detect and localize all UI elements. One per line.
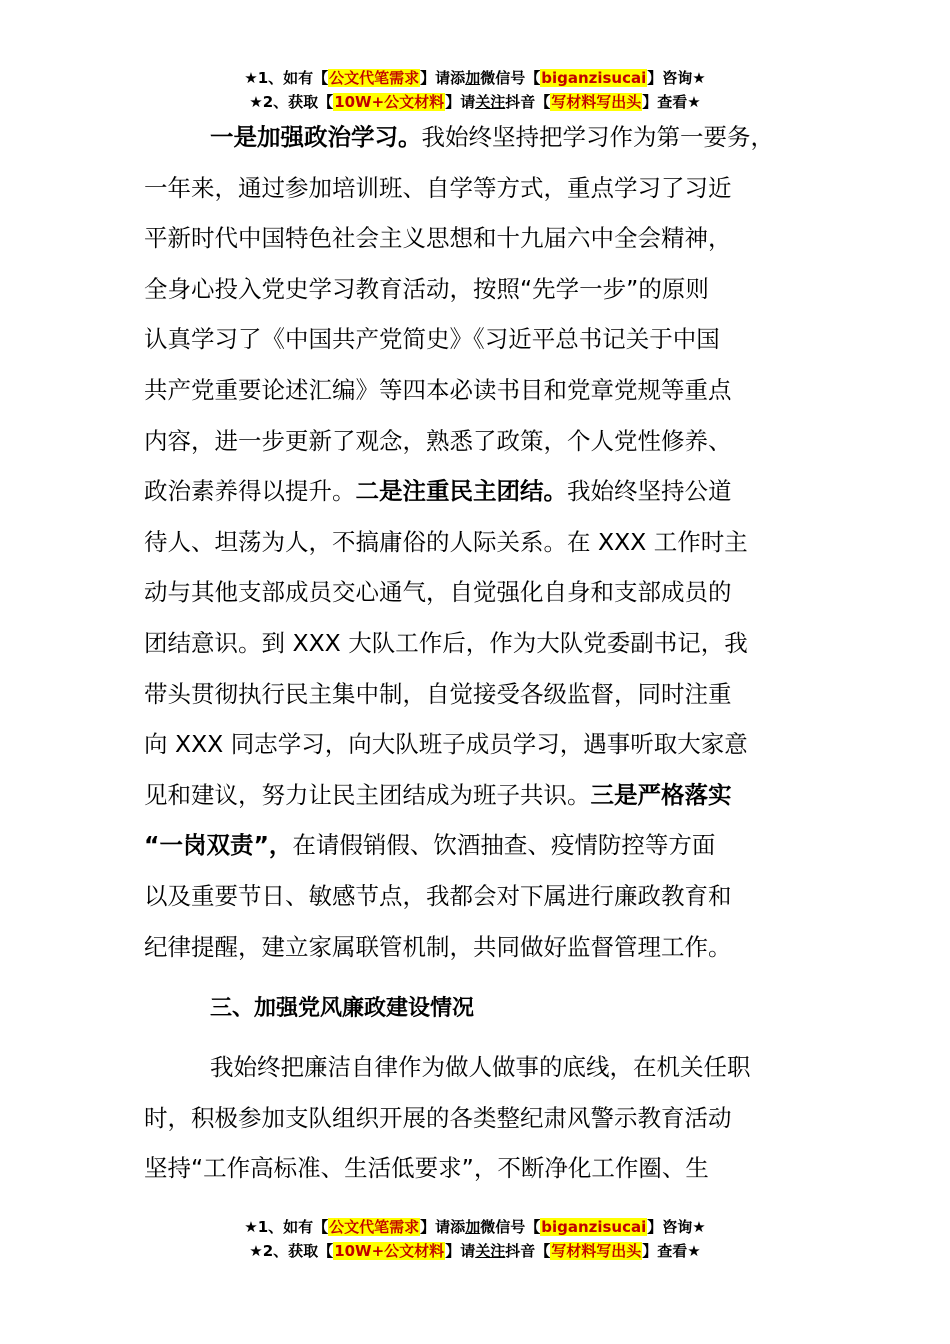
text-span: 见和建议，努力让民主团结成为班子共识。 xyxy=(144,780,591,809)
banner-text: 】查看★ xyxy=(642,1242,701,1260)
highlight-materials: 10W+公文材料 xyxy=(334,1242,445,1260)
banner-text: 微信号【 xyxy=(480,69,541,87)
banner-text: 】咨询★ xyxy=(647,1218,706,1236)
banner-line-1 xyxy=(0,1215,950,1239)
banner-text: ★2、获取【 xyxy=(249,1242,334,1260)
highlight-wechat-id: biganzisucai xyxy=(541,1218,647,1236)
banner-text: 】请添 xyxy=(420,69,466,87)
highlight-service: 公文代笔需求 xyxy=(329,69,420,87)
text-line: 平新时代中国特色社会主义思想和十九届六中全会精神， xyxy=(144,224,732,253)
highlight-wechat-id: biganzisucai xyxy=(541,69,647,87)
banner-text: 】请 xyxy=(445,1242,476,1260)
banner-line-1 xyxy=(0,66,950,90)
text-line: 我始终把廉洁自律作为做人做事的底线，在机关任职 xyxy=(210,1053,751,1082)
section-heading: 三、加强党风廉政建设情况 xyxy=(210,996,475,1022)
banner-text: 】咨询★ xyxy=(647,69,706,87)
bottom-banner xyxy=(0,1215,950,1263)
text-line: 动与其他支部成员交心通气，自觉强化自身和支部成员的 xyxy=(144,578,732,607)
highlight-douyin: 写材料写出头 xyxy=(551,1242,642,1260)
text-line: 以及重要节日、敏感节点，我都会对下属进行廉政教育和 xyxy=(144,881,732,910)
bold-lead: 二是注重民主团结。 xyxy=(355,477,567,506)
text-line: 带头贯彻执行民主集中制，自觉接受各级监督，同时注重 xyxy=(144,679,732,708)
banner-text: 加 xyxy=(465,69,481,87)
text-line: 一年来，通过参加培训班、自学等方式，重点学习了习近 xyxy=(144,173,732,202)
banner-text: 加 xyxy=(465,1218,481,1236)
banner-text: 关注 xyxy=(475,93,506,111)
highlight-materials: 10W+公文材料 xyxy=(334,93,445,111)
banner-text: 】请 xyxy=(445,93,476,111)
top-banner xyxy=(0,66,950,114)
bold-lead: 三是严格落实 xyxy=(590,780,732,809)
text-line: 时，积极参加支队组织开展的各类整纪肃风警示教育活动 xyxy=(144,1103,732,1132)
text-line: 认真学习了《中国共产党简史》《习近平总书记关于中国 xyxy=(144,325,720,354)
banner-text: 抖音【 xyxy=(505,1242,551,1260)
text-line: 纪律提醒，建立家属联管机制，共同做好监督管理工作。 xyxy=(144,932,732,961)
text-line: 团结意识。到 XXX 大队工作后，作为大队党委副书记，我 xyxy=(144,628,748,657)
text-line: 坚持“工作高标准、生活低要求”，不断净化工作圈、生 xyxy=(144,1154,709,1183)
text-line xyxy=(144,112,834,163)
text-span: 我始终坚持把学习作为第一要务， xyxy=(421,123,774,151)
paragraph-1 xyxy=(144,112,834,972)
text-line: 向 XXX 同志学习，向大队班子成员学习，遇事听取大家意 xyxy=(144,730,748,759)
bold-lead: “一岗双责”， xyxy=(144,831,293,860)
text-line: 全身心投入党史学习教育活动，按照“先学一步”的原则 xyxy=(144,274,709,303)
banner-text: ★2、获取【 xyxy=(249,93,334,111)
banner-text: 抖音【 xyxy=(505,93,551,111)
banner-line-2 xyxy=(0,90,950,114)
text-line xyxy=(144,770,834,821)
bold-lead: 一是加强政治学习。 xyxy=(210,123,422,151)
highlight-douyin: 写材料写出头 xyxy=(551,93,642,111)
banner-text: 微信号【 xyxy=(480,1218,541,1236)
text-line: 内容，进一步更新了观念，熟悉了政策，个人党性修养、 xyxy=(144,426,732,455)
banner-line-2 xyxy=(0,1239,950,1263)
banner-text: 】请添 xyxy=(420,1218,466,1236)
highlight-service: 公文代笔需求 xyxy=(329,1218,420,1236)
text-line: 待人、坦荡为人，不搞庸俗的人际关系。在 XXX 工作时主 xyxy=(144,527,748,556)
text-span: 在请假销假、饮酒抽查、疫情防控等方面 xyxy=(292,831,716,860)
banner-text: 】查看★ xyxy=(642,93,701,111)
document-body xyxy=(144,112,834,1194)
text-line xyxy=(144,466,834,517)
banner-text: ★1、如有【 xyxy=(244,1218,329,1236)
text-line: 共产党重要论述汇编》等四本必读书目和党章党规等重点 xyxy=(144,375,732,404)
text-span: 政治素养得以提升。 xyxy=(144,477,356,506)
banner-text: ★1、如有【 xyxy=(244,69,329,87)
paragraph-2 xyxy=(144,1042,834,1194)
text-span: 我始终坚持公道 xyxy=(567,477,732,506)
banner-text: 关注 xyxy=(475,1242,506,1260)
text-line xyxy=(144,820,834,871)
